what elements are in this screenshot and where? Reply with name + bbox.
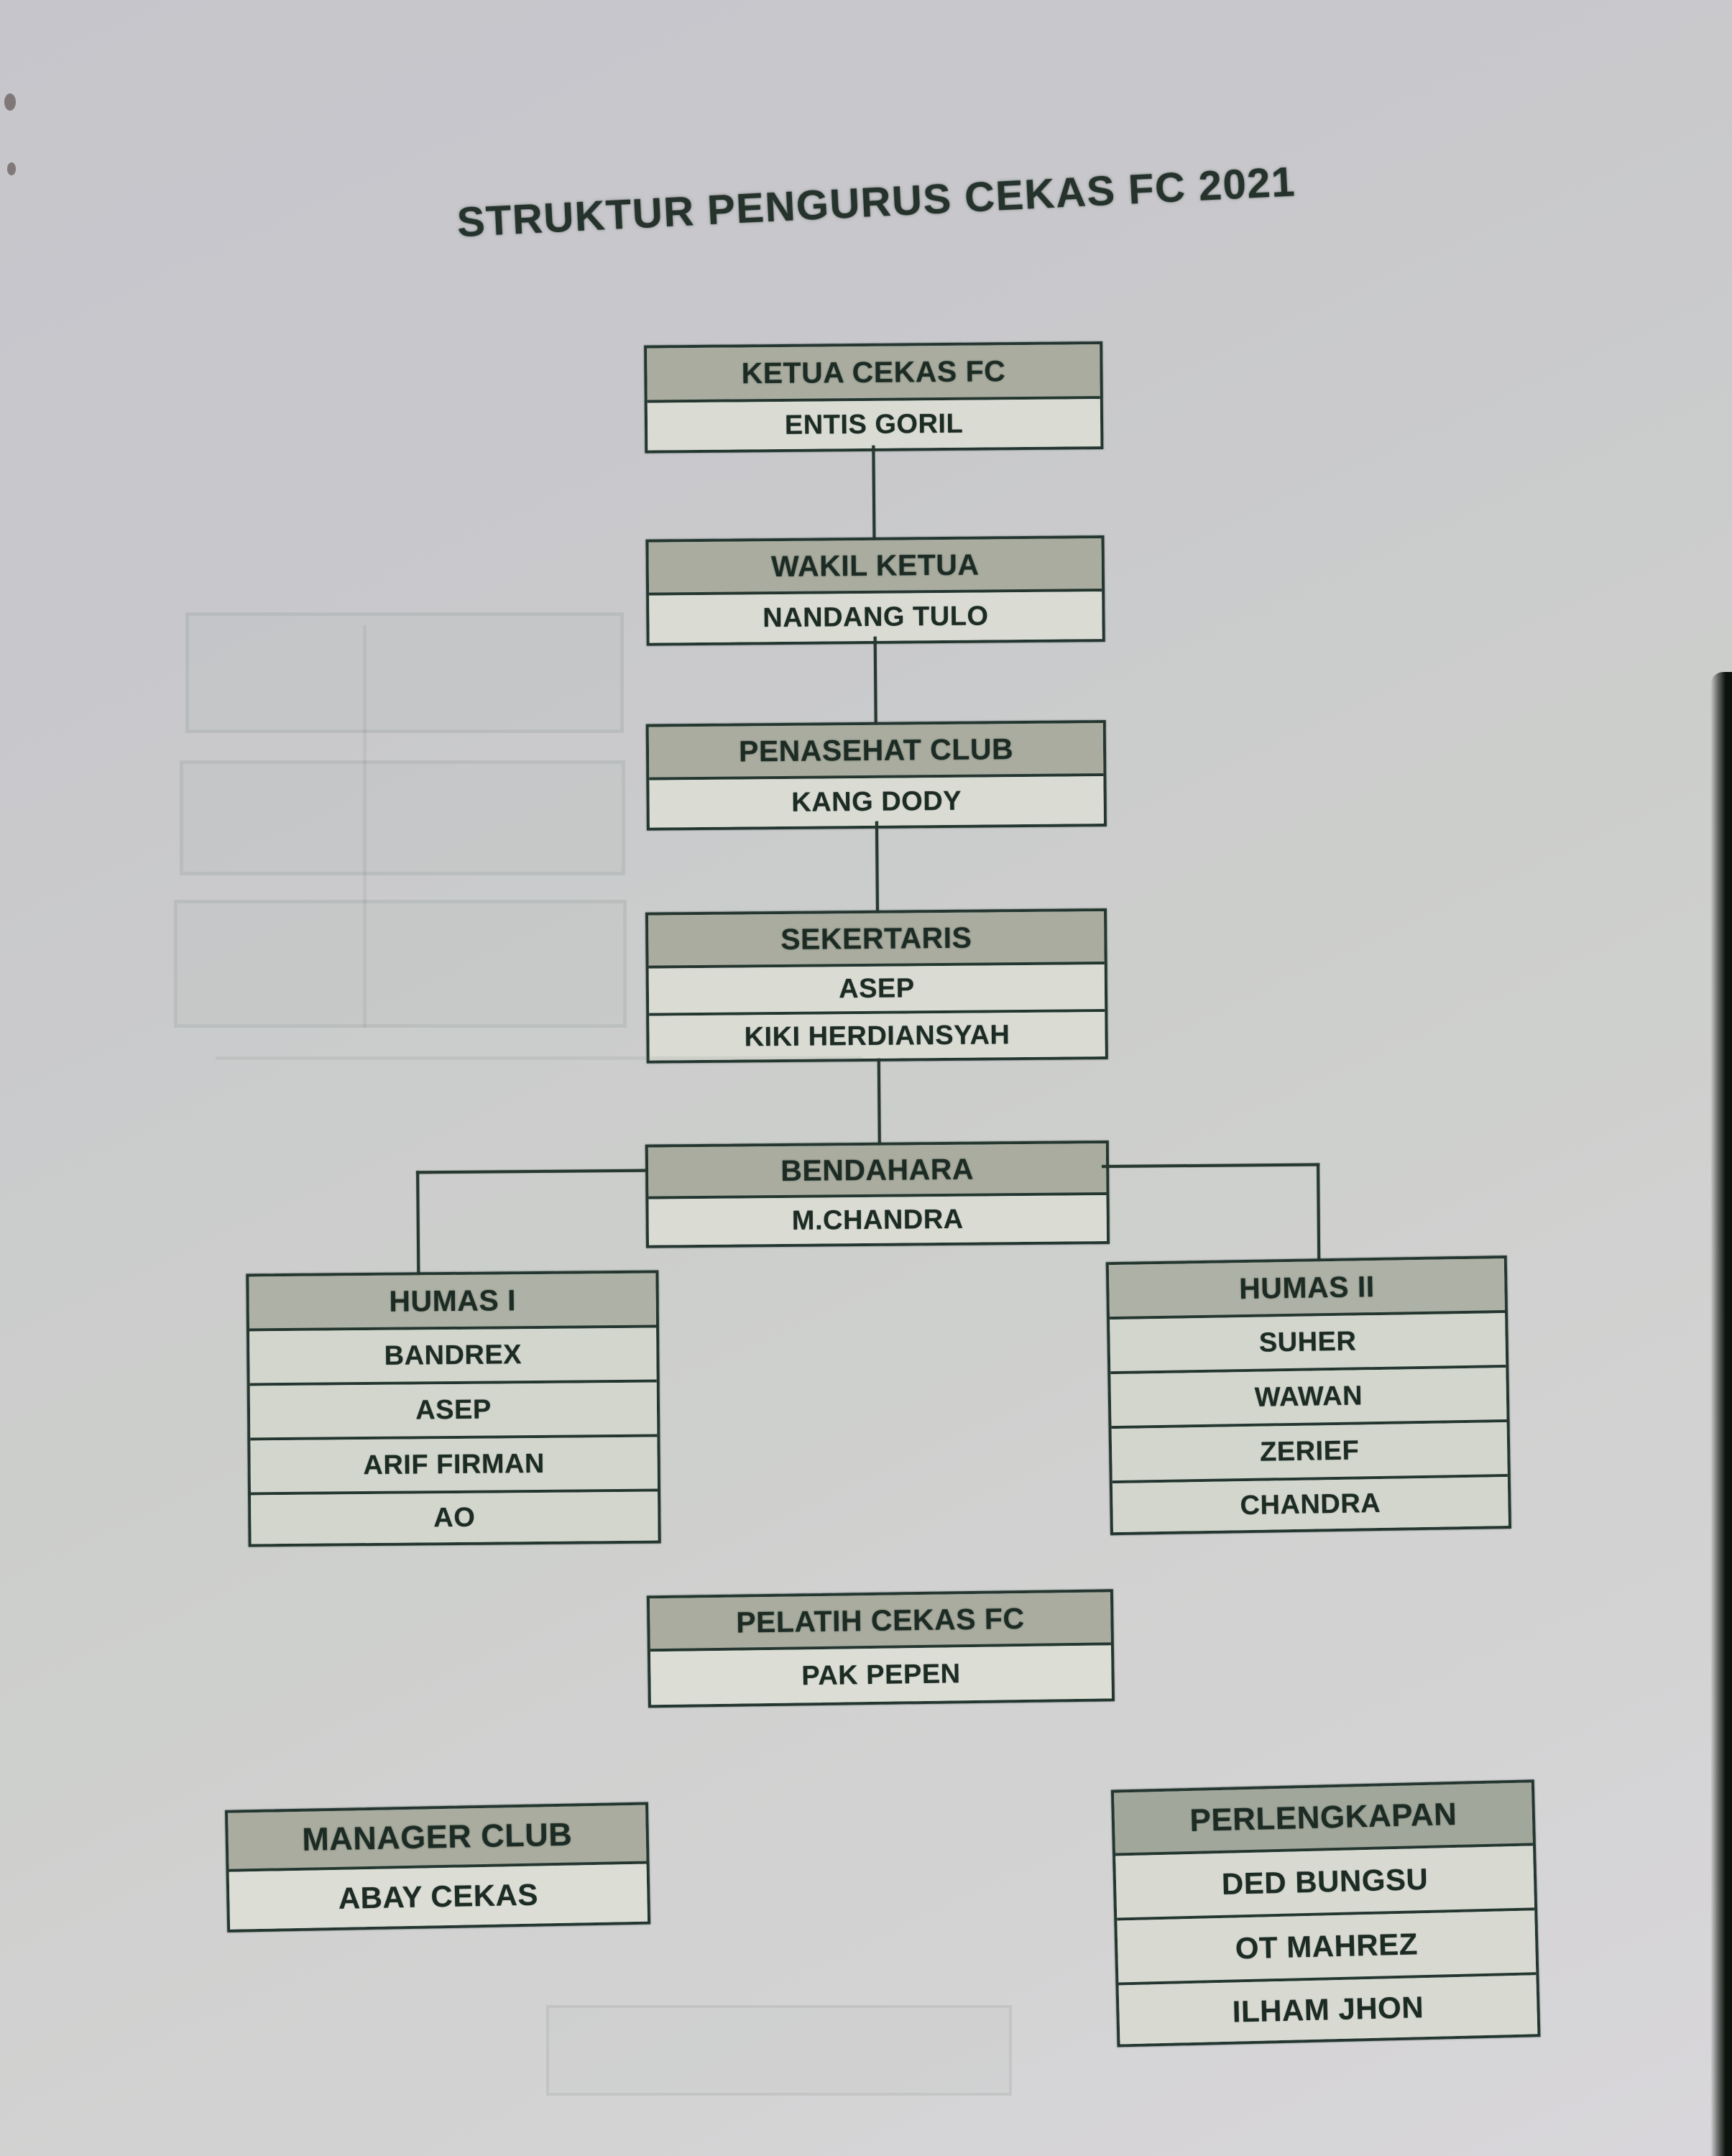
member-name: KIKI HERDIANSYAH bbox=[649, 1012, 1105, 1061]
scan-artifact-bleedthrough bbox=[363, 625, 367, 1028]
member-name: SUHER bbox=[1110, 1313, 1506, 1374]
org-box-humas-1 bbox=[246, 1270, 660, 1547]
scan-artifact-speck bbox=[4, 93, 16, 111]
scan-artifact-bleedthrough bbox=[185, 612, 624, 733]
scan-artifact-bleedthrough bbox=[216, 1056, 862, 1060]
org-box-sekertaris bbox=[645, 908, 1108, 1064]
member-name: PAK PEPEN bbox=[650, 1645, 1112, 1705]
role-header: PELATIH CEKAS FC bbox=[650, 1592, 1111, 1651]
org-box-wakil-ketua bbox=[645, 535, 1105, 646]
member-name: ENTIS GORIL bbox=[648, 399, 1101, 450]
member-name: CHANDRA bbox=[1113, 1477, 1508, 1532]
connector-line bbox=[416, 1169, 647, 1174]
role-header: SEKERTARIS bbox=[648, 911, 1105, 969]
org-box-humas-2 bbox=[1106, 1256, 1511, 1535]
member-name: ARIF FIRMAN bbox=[250, 1437, 658, 1496]
member-name: ASEP bbox=[649, 964, 1105, 1016]
role-header: PENASEHAT CLUB bbox=[649, 723, 1104, 780]
role-header: BENDAHARA bbox=[648, 1143, 1107, 1199]
role-header: HUMAS II bbox=[1109, 1258, 1505, 1319]
member-name: ASEP bbox=[250, 1383, 658, 1441]
connector-line bbox=[872, 446, 875, 540]
org-box-bendahara bbox=[645, 1141, 1110, 1248]
org-box-pelatih bbox=[647, 1589, 1115, 1708]
member-name: KANG DODY bbox=[649, 776, 1104, 828]
member-name: NANDANG TULO bbox=[649, 591, 1102, 642]
role-header: KETUA CEKAS FC bbox=[647, 344, 1100, 402]
member-name: ILHAM JHON bbox=[1119, 1975, 1538, 2044]
member-name: OT MAHREZ bbox=[1117, 1910, 1536, 1985]
chart-title: STRUKTUR PENGURUS CEKAS FC 2021 bbox=[456, 158, 1297, 247]
scan-artifact-edge-shadow bbox=[1710, 672, 1732, 2156]
connector-line bbox=[1317, 1163, 1320, 1261]
scan-artifact-bleedthrough bbox=[180, 760, 625, 875]
role-header: PERLENGKAPAN bbox=[1114, 1782, 1533, 1856]
org-box-ketua bbox=[644, 341, 1103, 453]
member-name: ABAY CEKAS bbox=[229, 1864, 648, 1930]
member-name: WAWAN bbox=[1110, 1368, 1506, 1429]
scan-artifact-bleedthrough bbox=[174, 900, 627, 1028]
member-name: AO bbox=[251, 1492, 658, 1544]
org-box-penasehat-club bbox=[646, 720, 1107, 831]
connector-line bbox=[874, 637, 877, 725]
scan-artifact-bleedthrough bbox=[546, 2005, 1012, 2096]
connector-line bbox=[1102, 1163, 1319, 1168]
org-box-perlengkapan bbox=[1111, 1779, 1541, 2047]
role-header: HUMAS I bbox=[249, 1273, 656, 1332]
role-header: WAKIL KETUA bbox=[648, 538, 1102, 595]
connector-line bbox=[877, 1059, 881, 1146]
scan-artifact-speck bbox=[7, 162, 16, 175]
member-name: ZERIEF bbox=[1112, 1422, 1508, 1483]
member-name: BANDREX bbox=[249, 1328, 657, 1386]
connector-line bbox=[416, 1171, 420, 1275]
org-box-manager bbox=[225, 1802, 650, 1932]
connector-line bbox=[875, 821, 879, 913]
member-name: DED BUNGSU bbox=[1115, 1846, 1534, 1920]
member-name: M.CHANDRA bbox=[648, 1195, 1107, 1245]
role-header: MANAGER CLUB bbox=[228, 1805, 646, 1872]
